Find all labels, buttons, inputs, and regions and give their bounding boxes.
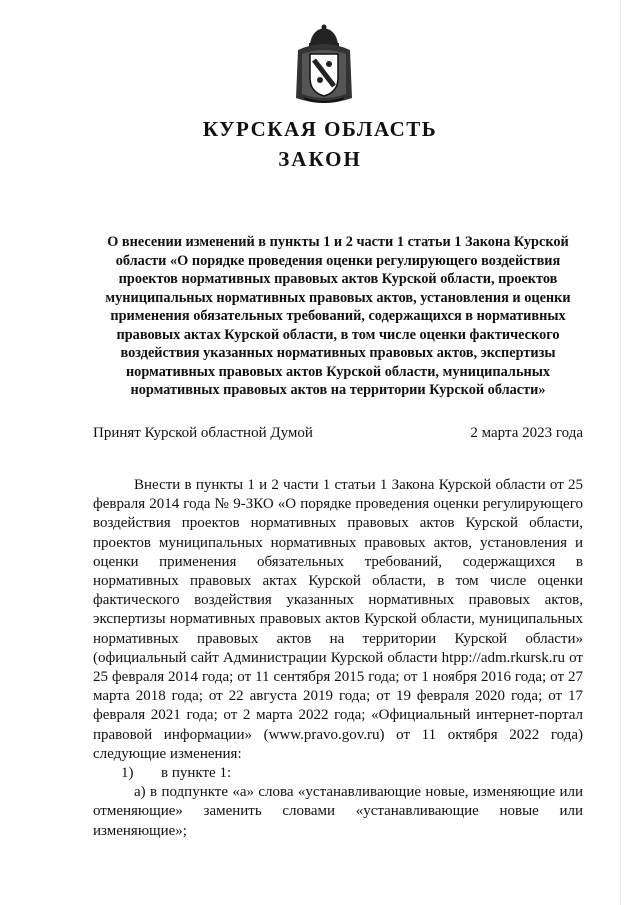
item-1-text: в пункте 1: [161, 765, 232, 782]
document-type-heading: ЗАКОН [278, 147, 362, 171]
law-body [93, 476, 583, 841]
item-1 [93, 764, 583, 783]
adoption-line [93, 425, 583, 442]
region-heading: КУРСКАЯ ОБЛАСТЬ [202, 117, 438, 141]
subitem-a: а) в подпункте «а» слова «устанавливающие новые, изменяющие или отменяющие» заменить словами «устанавливающие новые или изменяющие»; [93, 784, 583, 839]
item-1-number: 1) [121, 765, 134, 782]
adopted-by: Принят Курской областной Думой [93, 425, 313, 441]
adoption-date: 2 марта 2023 года [470, 425, 583, 441]
intro-paragraph: Внести в пункты 1 и 2 части 1 статьи 1 Закона Курской области от 25 февраля 2014 года № 9-ЗКО «О порядке проведения оценки регулирующего воздействия проектов нормативных правовых актов Курской области, проектов муниципальных нормативных правовых актов, установления и оценки применения обязательных требований, содержащихся в нормативных правовых актах Курской области, в том числе оценки фактического воздействия указанных нормативных правовых актов, экспертизы нормативных правовых актов Курской области, муниципальных нормативных правовых актов на территории Курской области» (официальный сайт Администрации Курской области htpp://adm.rkursk.ru от 25 февраля 2014 года; от 11 сентября 2015 года; от 1 ноября 2016 года; от 27 марта 2018 года; от 22 августа 2019 года; от 19 февраля 2020 года; от 17 февраля 2021 года; от 2 марта 2022 года; «Официальный интернет-портал правовой информации» (www.pravo.gov.ru) от 11 октября 2022 года) следующие изменения: [93, 477, 583, 762]
law-title: О внесении изменений в пункты 1 и 2 части 1 статьи 1 Закона Курской области «О порядке проведения оценки регулирующего воздействия проектов нормативных правовых актов Курской области, проектов муниципальных нормативных правовых актов, установления и оценки применения обязательных требований, содержащихся в нормативных правовых актах Курской области, в том числе оценки фактического воздействия указанных нормативных правовых актов, экспертизы нормативных правовых актов Курской области, муниципальных нормативных правовых актов на территории Курской области» [105, 234, 571, 398]
coat-of-arms-icon [290, 24, 358, 106]
